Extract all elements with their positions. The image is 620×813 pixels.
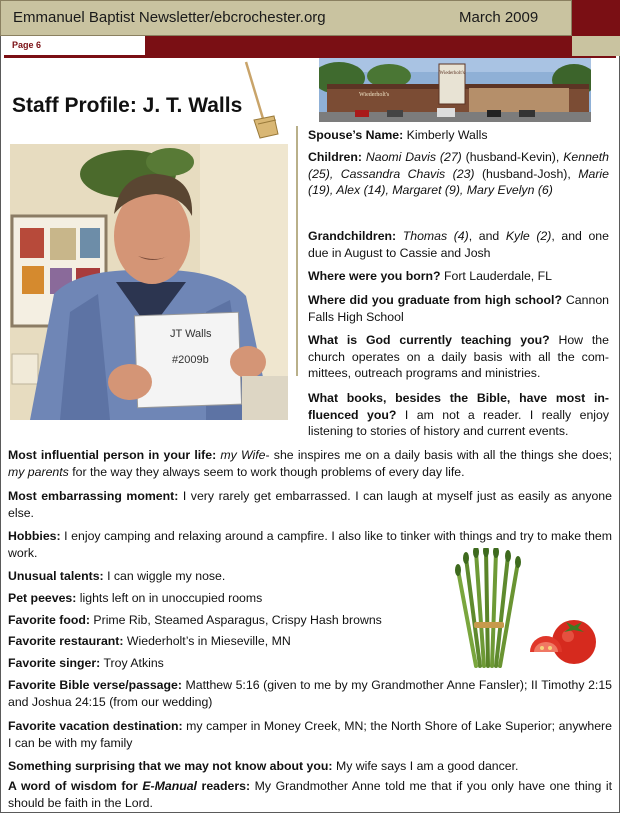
portrait-photo: [10, 144, 288, 420]
qa-label: Favorite restaurant:: [8, 634, 124, 648]
qa-answer: my camper in Money Creek, MN; the North Shore of Lake Superior; anywhere I can be with my family: [8, 719, 612, 750]
qa-wisdom: [8, 778, 612, 811]
qa-verse: [8, 677, 612, 710]
qa-text: (husband-Josh),: [474, 166, 579, 181]
qa-label: Most influential person in your life:: [8, 448, 217, 462]
restaurant-facade-sign: Wiederholt's: [359, 92, 390, 98]
qa-vacation: [8, 718, 612, 751]
page-number: Page 6: [12, 40, 42, 50]
building-sign: Wiederholt's: [439, 71, 465, 76]
qa-label: Favorite food:: [8, 613, 90, 627]
qa-label: Where did you graduate from high school?: [308, 293, 562, 307]
qa-text: - she inspires me on a daily basis with all the things she does;: [265, 448, 612, 462]
qa-surprising: [8, 758, 612, 775]
qa-spouse: [308, 127, 609, 144]
qa-label: Favorite Bible verse/passage:: [8, 678, 182, 692]
qa-text: , and: [468, 229, 506, 243]
qa-label: Favorite singer:: [8, 656, 101, 670]
child-names: Marie (19), Alex (14), Margaret (9), Mary Evelyn (6): [308, 166, 609, 198]
qa-embarrassing: [8, 488, 612, 521]
broom-icon: [236, 60, 280, 140]
qa-answer: Cannon Falls High School: [308, 293, 609, 324]
qa-label: What books, besides the Bible, have most in-fluenced you?: [308, 391, 609, 422]
qa-grandchildren: [308, 228, 609, 261]
qa-peeves: [8, 590, 448, 607]
restaurant-photo: [319, 58, 591, 122]
qa-label: Favorite vacation destination:: [8, 719, 183, 733]
qa-answer: I am not a reader. I really enjoy listening to stories of history and current events.: [308, 407, 609, 439]
qa-children: [308, 149, 609, 199]
influential-person: my parents: [8, 464, 69, 479]
qa-answer: I enjoy camping and relaxing around a campfire. I also like to tinker with things and try to make them work.: [8, 529, 612, 560]
qa-label: Something surprising that we may not know about you:: [8, 759, 333, 773]
qa-talents: [8, 568, 448, 585]
child-names: Kenneth (25), Cassandra Chavis (23): [308, 150, 610, 181]
header-tan-block: [572, 36, 620, 56]
qa-teaching: [308, 332, 609, 382]
qa-influential: [8, 447, 612, 480]
header-red-band: [145, 36, 572, 56]
qa-answer: Troy Atkins: [100, 656, 164, 670]
qa-answer: Wiederholt’s in Mieseville, MN: [123, 634, 291, 648]
grandchild-name: Thomas (4): [402, 229, 469, 243]
qa-answer: Kimberly Walls: [403, 128, 488, 142]
qa-answer: I can wiggle my nose.: [103, 569, 226, 583]
profile-title: Staff Profile: J. T. Walls: [12, 94, 243, 117]
tomato-icon: [524, 612, 600, 672]
issue-date: March 2009: [459, 9, 539, 26]
newsletter-title: Emmanuel Baptist Newsletter/ebcrochester.org: [13, 9, 326, 26]
qa-label: Pet peeves:: [8, 591, 77, 605]
qa-school: [308, 292, 609, 325]
qa-label: Unusual talents:: [8, 569, 104, 583]
header-corner-block: [572, 0, 620, 36]
qa-answer: I very rarely get embarrassed. I can laugh at myself just as easily as anyone else.: [8, 489, 612, 520]
qa-label: Where were you born?: [308, 269, 441, 283]
qa-label: Most embarrassing moment:: [8, 489, 179, 503]
column-divider: [296, 126, 298, 376]
qa-text: for the way they always seem to work though problems of every day life.: [68, 464, 465, 479]
qa-text: (husband-Kevin),: [461, 150, 564, 164]
qa-books: [308, 390, 609, 440]
grandchild-name: Kyle (2): [505, 229, 552, 243]
qa-restaurant: [8, 633, 448, 650]
qa-answer: My wife says I am a good dancer.: [332, 759, 519, 773]
newsletter-name: E-Manual: [142, 779, 197, 793]
qa-singer: [8, 655, 448, 672]
qa-born: [308, 268, 609, 285]
qa-answer: How the church operates on a daily basis with all the com-mittees, outreach programs and ministries.: [308, 333, 609, 381]
qa-answer: Prime Rib, Steamed Asparagus, Crispy Hash browns: [89, 613, 382, 627]
qa-label: readers:: [196, 779, 251, 793]
qa-answer: lights left on in unoccupied rooms: [76, 591, 263, 605]
qa-label: What is God currently teaching you?: [308, 333, 550, 347]
qa-answer: Matthew 5:16 (given to me by my Grandmother Anne Fansler); II Timothy 2:15 and Joshua 24:15 (from our wedding): [8, 678, 612, 709]
qa-label: A word of wisdom for: [8, 779, 143, 793]
qa-label: Children:: [308, 150, 362, 164]
qa-label: Grandchildren:: [308, 229, 397, 243]
qa-answer: My Grandmother Anne told me that if you only have one thing it should be faith in the Lord.: [8, 779, 613, 810]
qa-label: Spouse’s Name:: [308, 128, 404, 142]
asparagus-icon: [452, 548, 532, 672]
photo-sign-name: JT Walls: [170, 328, 212, 340]
header-bar: [0, 0, 572, 36]
child-names: Naomi Davis (27): [365, 150, 462, 164]
qa-answer: Fort Lauderdale, FL: [440, 269, 552, 283]
influential-person: my Wife: [220, 448, 266, 462]
qa-food: [8, 612, 448, 629]
photo-sign-number: #2009b: [172, 354, 209, 366]
qa-label: Hobbies:: [8, 529, 61, 543]
qa-text: , and one due in August to Cassie and Josh: [308, 229, 609, 260]
